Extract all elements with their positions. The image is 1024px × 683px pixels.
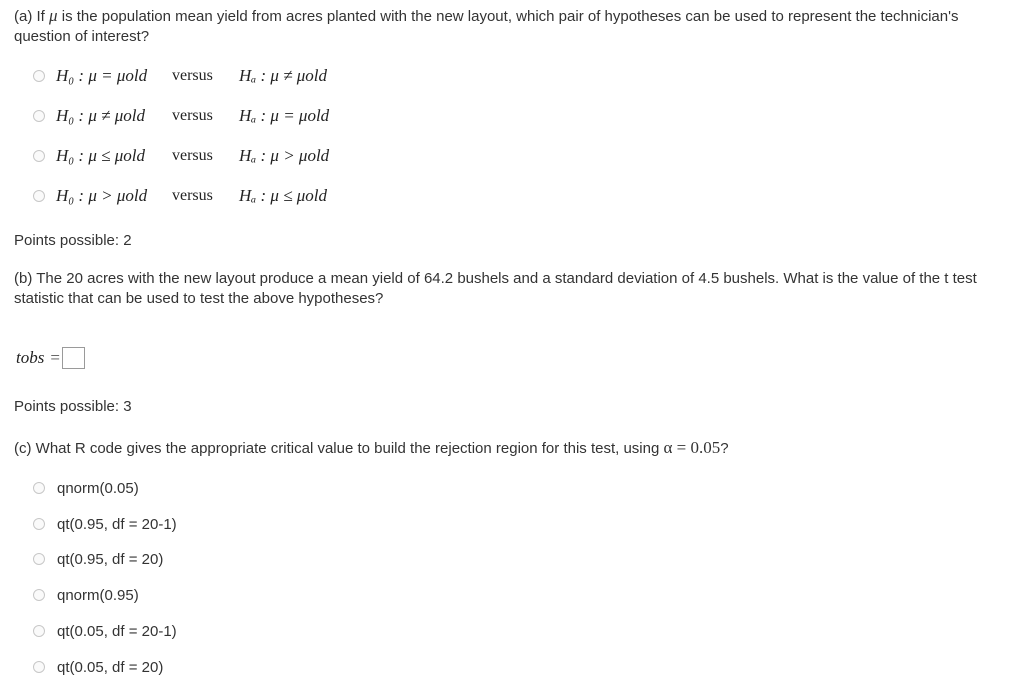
hypothesis-option-2[interactable] bbox=[33, 105, 329, 127]
t-obs-label: tobs bbox=[16, 348, 45, 367]
r-code-option-5[interactable] bbox=[33, 621, 177, 641]
alternative-hypothesis: Hₐ : μ > μold bbox=[239, 146, 330, 165]
alternative-hypothesis: Hₐ : μ ≠ μold bbox=[239, 66, 328, 85]
null-hypothesis: H₀ : μ = μold bbox=[56, 66, 148, 85]
radio-button[interactable] bbox=[33, 625, 45, 637]
alpha-expression: α = 0.05 bbox=[663, 438, 721, 457]
alternative-hypothesis: Hₐ : μ ≤ μold bbox=[239, 186, 328, 205]
question-c-text-end: ? bbox=[720, 440, 729, 457]
r-code-option-1[interactable] bbox=[33, 478, 139, 498]
r-code-option-6[interactable] bbox=[33, 657, 163, 677]
radio-button[interactable] bbox=[33, 661, 45, 673]
question-c-text-start: (c) What R code gives the appropriate critical value to build the rejection region for this test, using bbox=[14, 440, 664, 457]
versus-label: versus bbox=[172, 67, 213, 84]
points-possible-a: Points possible: 2 bbox=[14, 232, 132, 249]
versus-label: versus bbox=[172, 187, 213, 204]
null-hypothesis: H₀ : μ ≤ μold bbox=[56, 146, 145, 165]
option-label: qt(0.95, df = 20) bbox=[57, 550, 164, 568]
question-c bbox=[14, 438, 1014, 459]
radio-button[interactable] bbox=[33, 150, 45, 162]
question-a-text-end: is the population mean yield from acres planted with the new layout, which pair of hypotheses can be used to represent the technician's question of interest? bbox=[14, 8, 959, 45]
radio-button[interactable] bbox=[33, 190, 45, 202]
option-label: qnorm(0.95) bbox=[57, 586, 139, 604]
versus-label: versus bbox=[172, 147, 213, 164]
radio-button[interactable] bbox=[33, 70, 45, 82]
question-a-text-start: (a) If bbox=[14, 8, 50, 25]
option-label: qnorm(0.05) bbox=[57, 479, 139, 497]
hypothesis-option-4[interactable] bbox=[33, 185, 327, 207]
hypothesis-option-1[interactable] bbox=[33, 65, 327, 87]
mu-symbol: μ bbox=[49, 6, 58, 25]
option-label: qt(0.05, df = 20) bbox=[57, 658, 164, 676]
equals-sign: = bbox=[50, 348, 60, 367]
question-b: (b) The 20 acres with the new layout produce a mean yield of 64.2 bushels and a standard deviation of 4.5 bushels. What is the value of the t test statistic that can be used to test the above hypotheses? bbox=[14, 270, 977, 307]
r-code-option-2[interactable] bbox=[33, 514, 177, 534]
r-code-option-3[interactable] bbox=[33, 549, 163, 569]
points-possible-b: Points possible: 3 bbox=[14, 398, 132, 415]
radio-button[interactable] bbox=[33, 553, 45, 565]
option-label: qt(0.95, df = 20-1) bbox=[57, 515, 177, 533]
null-hypothesis: H₀ : μ ≠ μold bbox=[56, 106, 145, 125]
t-obs-input[interactable] bbox=[62, 347, 85, 369]
radio-button[interactable] bbox=[33, 589, 45, 601]
option-label: qt(0.05, df = 20-1) bbox=[57, 622, 177, 640]
alternative-hypothesis: Hₐ : μ = μold bbox=[239, 106, 330, 125]
hypothesis-option-3[interactable] bbox=[33, 145, 329, 167]
radio-button[interactable] bbox=[33, 518, 45, 530]
null-hypothesis: H₀ : μ > μold bbox=[56, 186, 148, 205]
radio-button[interactable] bbox=[33, 110, 45, 122]
t-obs-answer-row bbox=[16, 347, 85, 369]
versus-label: versus bbox=[172, 107, 213, 124]
radio-button[interactable] bbox=[33, 482, 45, 494]
question-a bbox=[14, 6, 1014, 47]
r-code-option-4[interactable] bbox=[33, 585, 139, 605]
